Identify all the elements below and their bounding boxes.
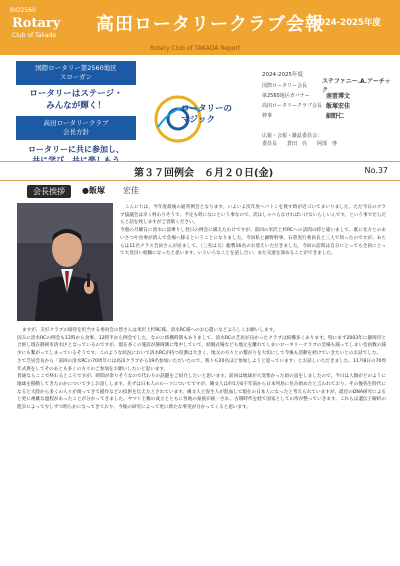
speaker-surname: ●飯塚	[82, 186, 105, 195]
greeting-body-part1	[120, 204, 386, 326]
greeting-paragraph: こんにちは。今年度最後の通常例会となります。いよいよ次年度へバトンを渡す時が近づいてまいりました。ただ今日のクラブ協議会は早く終わりそうで、予定も時になにという事なので、訳はしゃべらなければいけないらしいんです。という事でだらだらと話を致しますがご容赦ください。 今週の月曜日に清水に前乗りし翌日の例会に備えたわけですが、前回の米沢上杉RCへの訪問の時と違いまして、既に先方とのあいさつや食事が済んで会場へ移るということになりました。今回私と細野幹事、石倉実行委員長と三人で伺ったのですが、あちらは11名クラス会員さんが居まして、（三名は欠）総勢16名のお迎えいただきました。今回の訪問は自分にとっても全員にとって大変良い経験になったと思います。いろいろなことを話し合い、また交流を深めることができました。	[120, 205, 386, 257]
officer-role: 国際ロータリー会長	[262, 82, 308, 89]
speaker-photo-image-icon	[17, 203, 113, 321]
issue-bar	[0, 161, 400, 181]
greeting-paragraph: ますが、友好クラブの接待を担当する委員会の皆さんは米沢上杉RC様、清水RC様へのお心遣いなどよろしくお願いします。 因みに清水RCの例会も12時から食事、12時半から例会でした。なのに結構時間もありまして、清水RCの芝居が良かったクラブは結構多くあります。特にまず2003年に静岡市と合併し現在静岡市清水区となっているのですが、現在多くの施設が静岡側に集中していて、結婚式場なども地元を離れてしまいロータリークラブの会場も減ってしまい会員数の減少にも繋がってしまっているそうです。このような状況において清水RCが持つ役割は大きく、地元の方々との繋がりを大切にして今後も活動を続けていきたいとのお話でした。 さて芝居会長から「前回の清水RCの70周年には高田クラブから19名参加いただいたので、我々も20名ほど参加しようと思っています」とお話しいただきました。11月8日の70周年式典をしてそのあとも多くの方々のご参加をお願いしたいと思います。 普通ならここで終わるところですが、時間が余りそうなので代わりの話題をご紹介したいと思います。前回は地球が大変寒かった頃の話をしましたので、今日は人類がどのように地球を移動してきたのかについて少しお話しします。先ずは日本人のルーツについてですが、縄文人は約1万6千年前から日本列島に住み始めたと言われており、その後弥生時代になると大陸から多くの人々が渡ってきて稲作などの技術を伝えたとされています。縄文人と弥生人が混血して現在の日本人になったと考えられていますが、最近のDNA研究によると更に複雑な過程があったことが分かってきました。ヤマト王権の成立とともに各地の豪族が統一され、古墳時代を経て国家としての形が整っていきます。これらは遺伝子解析の進歩によって少しずつ明らかになってきており、今後の研究によって更に新たな事実が分かってくると思います。	[17, 328, 386, 411]
slogan-column	[16, 61, 136, 166]
officer-row	[262, 100, 392, 110]
president-policy: ロータリーに共に参加し、	[28, 145, 124, 154]
bulletin-title: 高田ロータリークラブ会報	[96, 14, 324, 35]
greeting-body-part2	[17, 327, 386, 563]
officer-role: 幹事	[262, 112, 273, 119]
pr-committee-members: 委員長 倉田 亮 阿部 啓	[262, 141, 338, 147]
officer-name: ステファニー.A.アーチック	[321, 78, 391, 94]
officer-name: 飯塚宏佳	[326, 102, 351, 110]
officer-row	[262, 110, 392, 120]
officer-row	[262, 78, 392, 94]
officers-year: 2024-2025年度	[262, 72, 303, 78]
meeting-title: 第３７回例会 ６月２０日(金)	[134, 168, 274, 179]
pr-committee-label: 広報・会報・雑誌委員会：	[262, 133, 323, 139]
speaker-photo	[17, 203, 113, 321]
speaker-given-name: 宏佳	[123, 186, 139, 195]
greeting-tag: 会長挨拶	[27, 185, 71, 198]
logo-wordmark: Rotary	[12, 16, 61, 31]
officer-name: 南雲博文	[326, 92, 351, 100]
district-slogan: ロータリーはステージ・ みんなが輝く！	[29, 89, 123, 111]
president-policy-label	[16, 116, 136, 140]
logo-club-name: Club of Takada	[12, 32, 56, 39]
rotary-logo	[4, 4, 74, 44]
logo-district: RID2560	[10, 7, 36, 14]
bulletin-subtitle: Rotary Club of TAKADA Report	[150, 45, 241, 52]
officers-list	[262, 70, 392, 120]
issue-number: No.37	[364, 166, 388, 175]
officer-role: 第2560地区ガバナー	[262, 92, 310, 99]
district-slogan-label-text: 国際ロータリー第2560地区 スローガン	[35, 64, 117, 81]
pr-committee	[262, 132, 397, 148]
fiscal-year: 2024-2025年度	[313, 18, 381, 28]
officer-name: 細野仁	[326, 112, 345, 120]
magic-theme: ロータリーの マジック	[181, 104, 233, 125]
president-policy-label-text: 高田ロータリークラブ 会長方針	[43, 119, 109, 136]
district-slogan-label	[16, 61, 136, 85]
officer-role: 高田ロータリークラブ会長	[262, 102, 323, 109]
